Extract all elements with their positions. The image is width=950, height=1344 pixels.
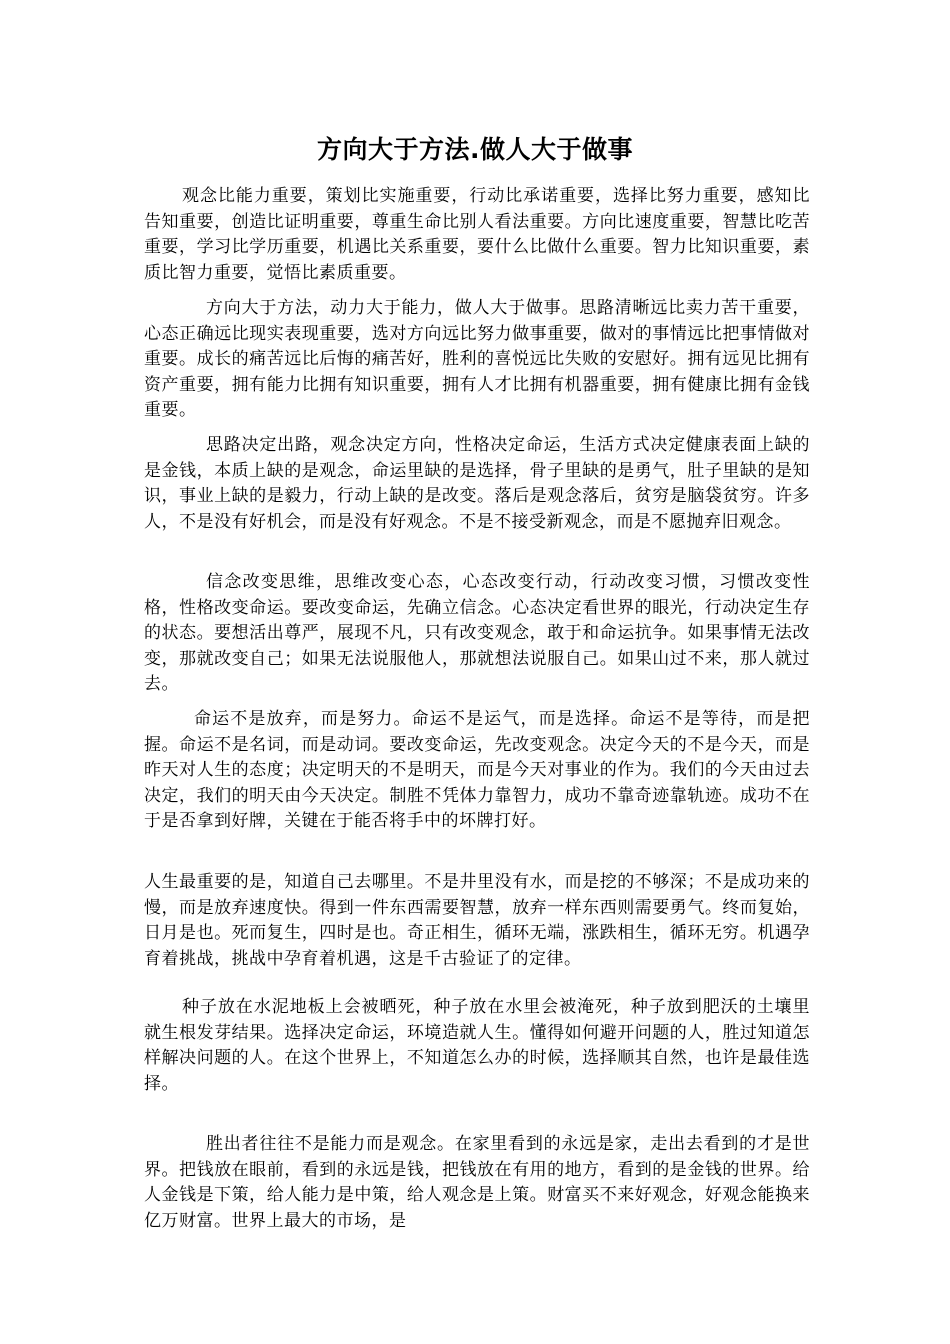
paragraph-3: 思路决定出路，观念决定方向，性格决定命运，生活方式决定健康表面上缺的是金钱，本质上缺的是观念，命运里缺的是选择，骨子里缺的是勇气，肚子里缺的是知识，事业上缺的是毅力，行动上缺的是改变。落后是观念落后，贫穷是脑袋贫穷。许多人，不是没有好机会，而是没有好观念。不是不接受新观念，而是不愿抛弃旧观念。 xyxy=(144,435,810,532)
paragraph-4: 信念改变思维，思维改变心态，心态改变行动，行动改变习惯，习惯改变性格，性格改变命运。要改变命运，先确立信念。心态决定看世界的眼光，行动决定生存的状态。要想活出尊严，展现不凡，只有改变观念，敢于和命运抗争。如果事情无法改变，那就改变自己；如果无法说服他人，那就想法说服自己。如果山过不来，那人就过去。 xyxy=(144,572,810,694)
paragraph-6: 人生最重要的是，知道自己去哪里。不是井里没有水，而是挖的不够深；不是成功来的慢，而是放弃速度快。得到一件东西需要智慧，放弃一样东西则需要勇气。终而复始，日月是也。死而复生，四时是也。奇正相生，循环无端，涨跌相生，循环无穷。机遇孕育着挑战，挑战中孕育着机遇，这是千古验证了的定律。 xyxy=(144,872,810,969)
paragraph-8: 胜出者往往不是能力而是观念。在家里看到的永远是家，走出去看到的才是世界。把钱放在眼前，看到的永远是钱，把钱放在有用的地方，看到的是金钱的世界。给人金钱是下策，给人能力是中策，给人观念是上策。财富买不来好观念，好观念能换来亿万财富。世界上最大的市场，是 xyxy=(144,1134,810,1231)
paragraph-1: 观念比能力重要，策划比实施重要，行动比承诺重要，选择比努力重要，感知比告知重要，创造比证明重要，尊重生命比别人看法重要。方向比速度重要，智慧比吃苦重要，学习比学历重要，机遇比关系重要，要什么比做什么重要。智力比知识重要，素质比智力重要，觉悟比素质重要。 xyxy=(144,186,810,283)
document-title: 方向大于方法.做人大于做事 xyxy=(317,135,633,164)
paragraph-2: 方向大于方法，动力大于能力，做人大于做事。思路清晰远比卖力苦干重要，心态正确远比现实表现重要，选对方向远比努力做事重要，做对的事情远比把事情做对重要。成长的痛苦远比后悔的痛苦好，胜利的喜悦远比失败的安慰好。拥有远见比拥有资产重要，拥有能力比拥有知识重要，拥有人才比拥有机器重要，拥有健康比拥有金钱重要。 xyxy=(144,298,810,420)
paragraph-7: 种子放在水泥地板上会被晒死，种子放在水里会被淹死，种子放到肥沃的土壤里就生根发芽结果。选择决定命运，环境造就人生。懂得如何避开问题的人，胜过知道怎样解决问题的人。在这个世界上，不知道怎么办的时候，选择顺其自然，也许是最佳选择。 xyxy=(144,997,810,1094)
paragraph-5: 命运不是放弃，而是努力。命运不是运气，而是选择。命运不是等待，而是把握。命运不是名词，而是动词。要改变命运，先改变观念。决定今天的不是今天，而是昨天对人生的态度；决定明天的不是明天，而是今天对事业的作为。我们的今天由过去决定，我们的明天由今天决定。制胜不凭体力靠智力，成功不靠奇迹靠轨迹。成功不在于是否拿到好牌，关键在于能否将手中的坏牌打好。 xyxy=(144,709,810,831)
